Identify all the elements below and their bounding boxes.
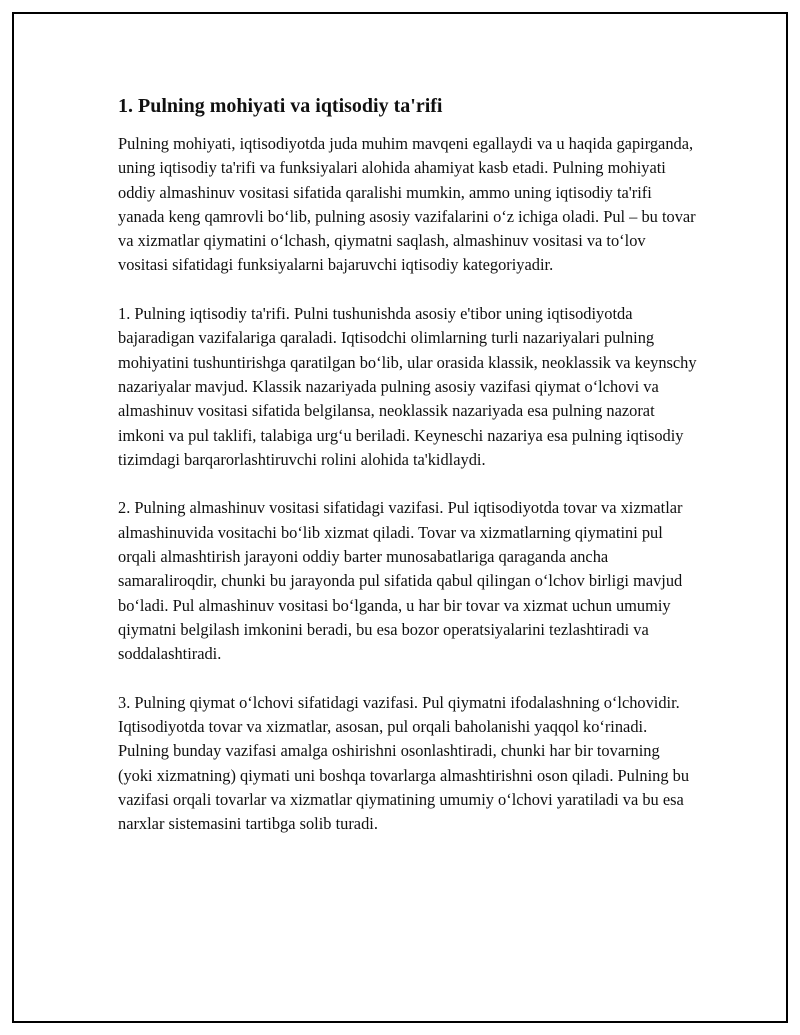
paragraph-economic-definition: 1. Pulning iqtisodiy ta'rifi. Pulni tushunishda asosiy e'tibor uning iqtisodiyotda bajaradigan vazifalariga qaraladi. Iqtisodchi olimlarning turli nazariyalari pulning mohiyatini tushuntirishga qaratilgan bo‘lib, ular orasida klassik, neoklassik va keynschy nazariyalar mavjud. Klassik nazariyada pulning asosiy vazifasi qiymat o‘lchovi va almashinuv vositasi sifatida belgilansa, neoklassik nazariyada esa pulning nazorat imkoni va pul taklifi, talabiga urg‘u beriladi. Keyneschi nazariya esa pulning iqtisodiy tizimdagi barqarorlashtiruvchi rolini alohida ta'kidlaydi. [118,304,697,469]
paragraph-measure-of-value: 3. Pulning qiymat o‘lchovi sifatidagi vazifasi. Pul qiymatni ifodalashning o‘lchovidir. Iqtisodiyotda tovar va xizmatlar, asosan, pul orqali baholanishi yaqqol ko‘rinadi. Pulning bunday vazifasi amalga oshirishni osonlashtiradi, chunki har bir tovarning (yoki xizmatning) qiymati uni boshqa tovarlarga almashtirishni oson qiladi. Pulning bu vazifasi orqali tovarlar va xizmatlar qiymatining umumiy o‘lchovi yaratiladi va bu esa narxlar sistemasini tartibga solib turadi. [118,692,690,834]
paragraph-medium-of-exchange: 2. Pulning almashinuv vositasi sifatidagi vazifasi. Pul iqtisodiyotda tovar va xizmatlar almashinuvida vositachi bo‘lib xizmat qiladi. Tovar va xizmatlarning qiymatini pul orqali almashtirish jarayoni oddiy barter munosabatlariga qaraganda ancha samaraliroqdir, chunki bu jarayonda pul sifatida qabul qilingan o‘lchov birligi mavjud bo‘ladi. Pul almashinuv vositasi bo‘lganda, u har bir tovar va xizmat uchun umumiy qiymatni belgilash imkonini beradi, bu esa bozor operatsiyalarini tezlashtiradi va soddalashtiradi. [118,498,683,664]
paragraph-intro: Pulning mohiyati, iqtisodiyotda juda muhim mavqeni egallaydi va u haqida gapirganda, uning iqtisodiy ta'rifi va funksiyalari alohida ahamiyat kasb etadi. Pulning mohiyati oddiy almashinuv vositasi sifatida qaralishi mumkin, ammo uning iqtisodiy ta'rifi yanada keng qamrovli bo‘lib, pulning asosiy vazifalarini o‘z ichiga oladi. Pul – bu tovar va xizmatlar qiymatini o‘lchash, qiymatni saqlash, almashinuv vositasi va to‘lov vositasi sifatidagi funksiyalarni bajaruvchi iqtisodiy kategoriyadir. [118,134,696,275]
document-title: 1. Pulning mohiyati va iqtisodiy ta'rifi [118,95,443,117]
document-body [118,92,698,837]
